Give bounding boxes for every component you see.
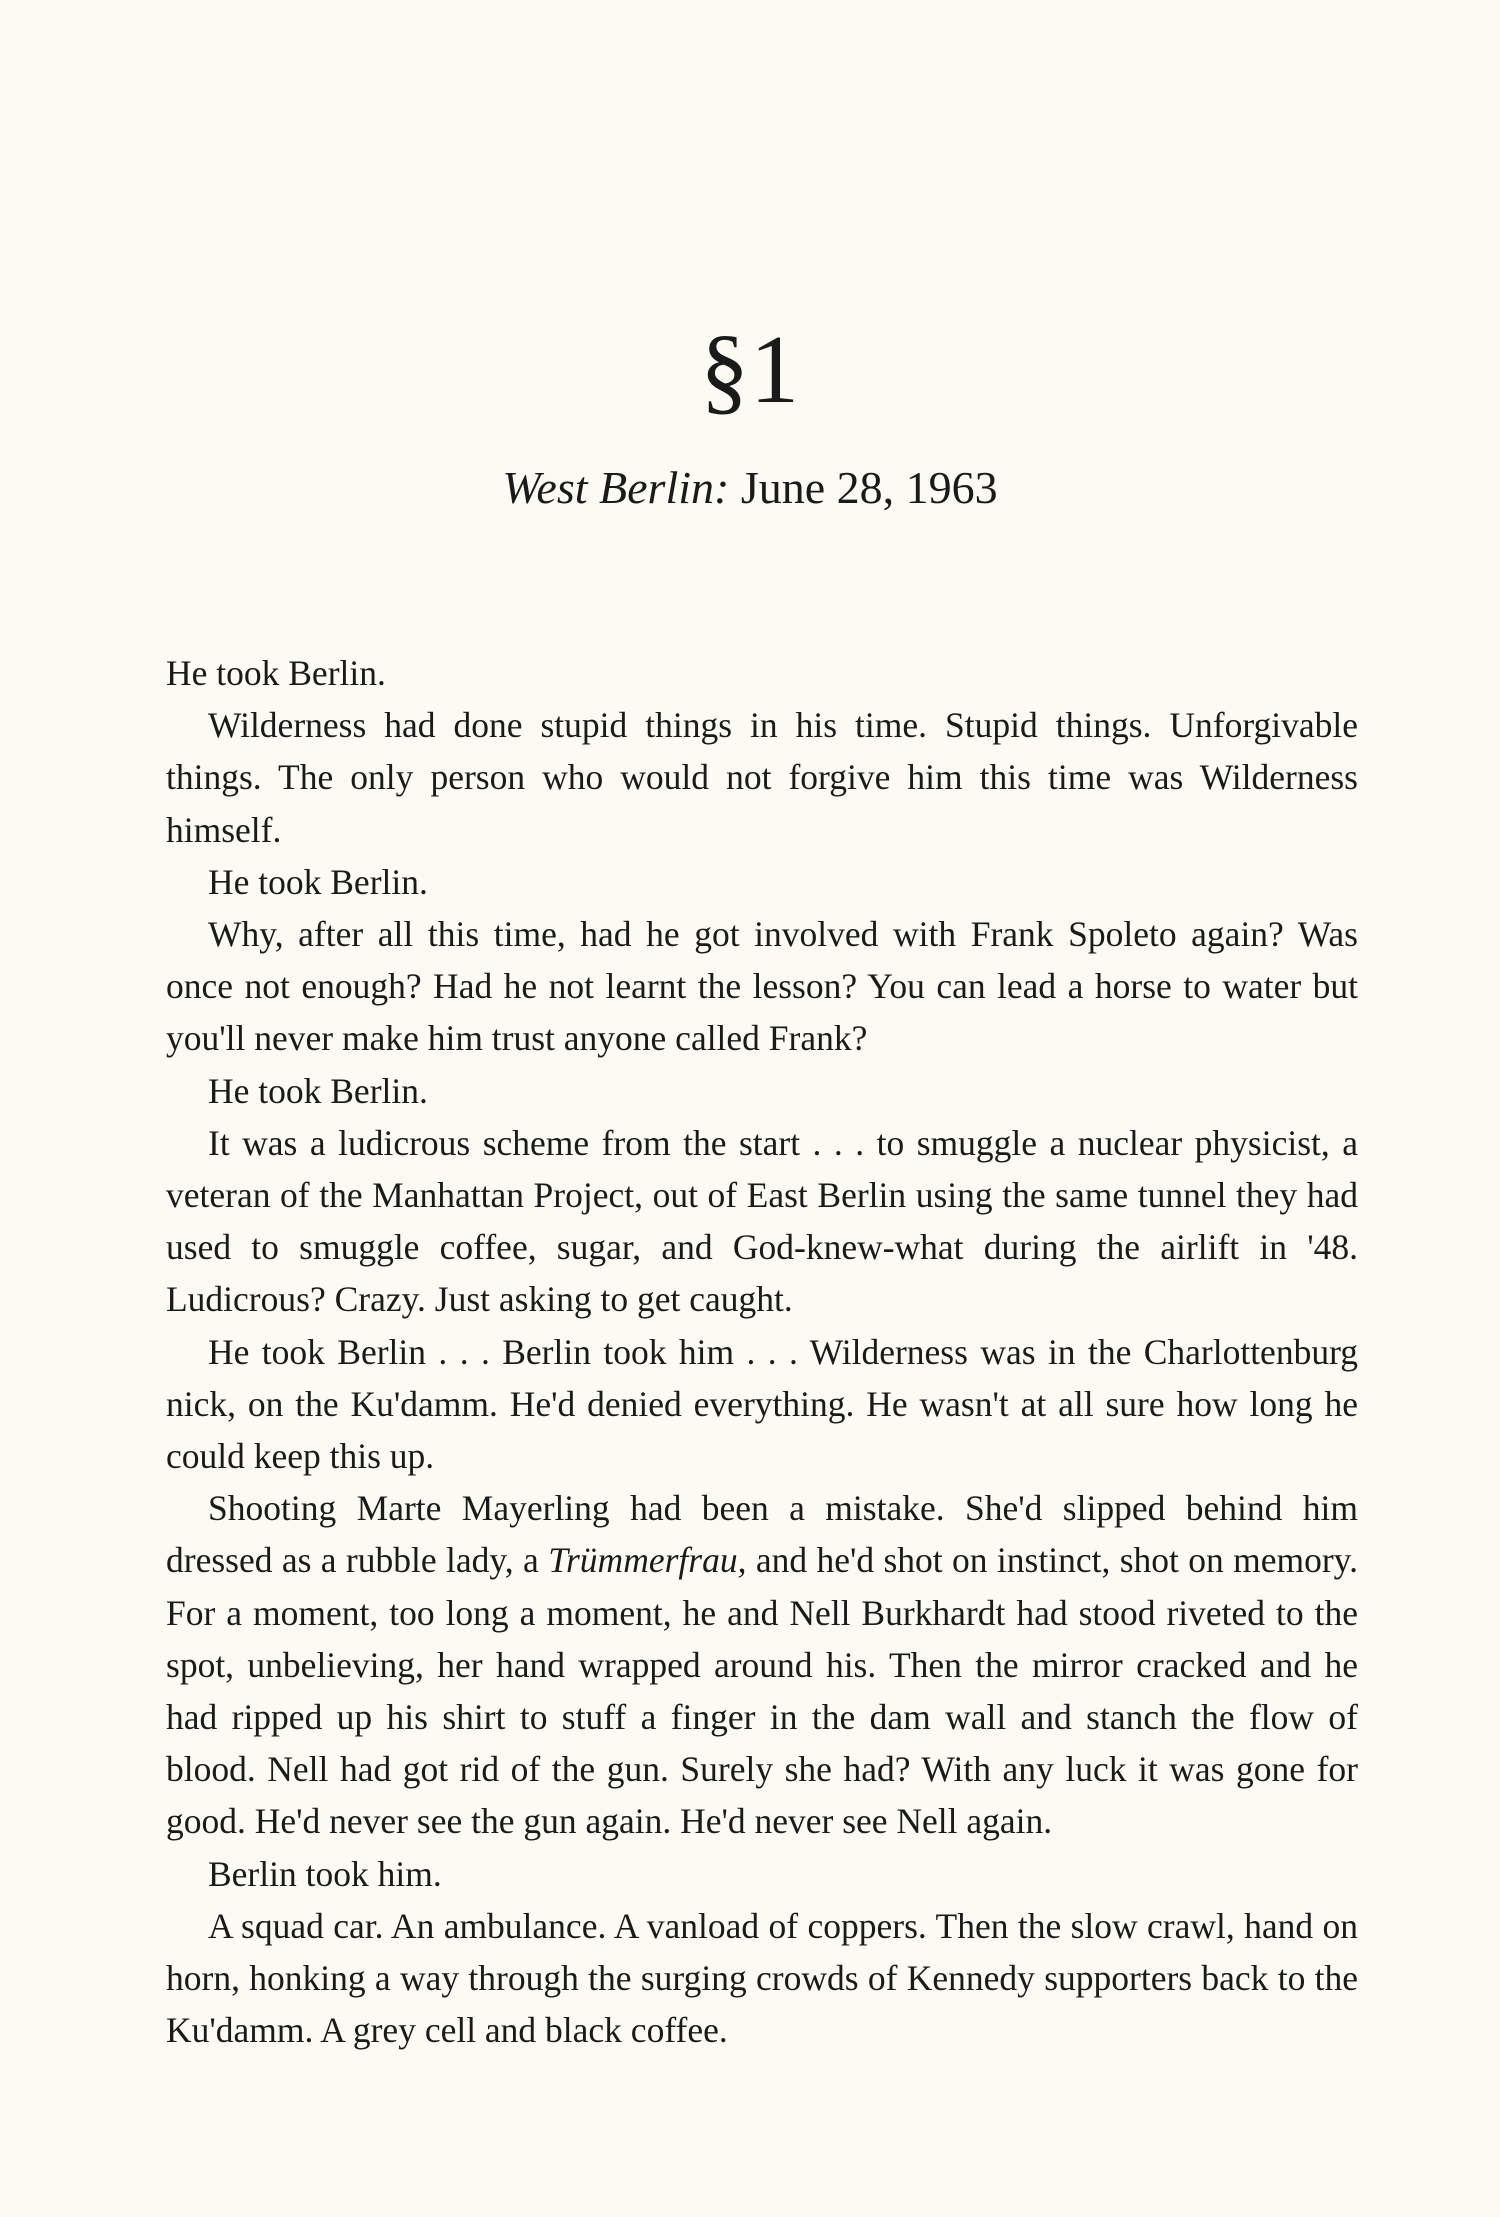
- paragraph: He took Berlin.: [208, 1070, 428, 1111]
- paragraph: [166, 1482, 1358, 1847]
- paragraph: Wilderness had done stupid things in his time. Stupid things. Unforgivable things. The only person who would not forgive him this time was Wilderness himself.: [166, 705, 1358, 850]
- paragraph: It was a ludicrous scheme from the start . . . to smuggle a nuclear physicist, a veteran of the Manhattan Project, out of East Berlin using the same tunnel they had used to smuggle coffee, sugar, and God-knew-what during the airlift in '48. Ludicrous? Crazy. Just asking to get caught.: [166, 1122, 1358, 1320]
- paragraph: Why, after all this time, had he got involved with Frank Spoleto again? Was once not enough? Had he not learnt the lesson? You can lead a horse to water but you'll never make him trust anyone called Frank?: [166, 914, 1358, 1059]
- italic-term: Trümmerfrau,: [548, 1540, 747, 1581]
- chapter-date: June 28, 1963: [740, 462, 998, 513]
- paragraph-text: Shooting Marte Mayerling had been a mistake. She'd slipped behind him dressed as a rubble lady, a: [166, 1488, 1358, 1581]
- paragraph: He took Berlin.: [166, 653, 386, 693]
- paragraph: He took Berlin . . . Berlin took him . . . Wilderness was in the Charlottenburg nick, on the Ku'damm. He'd denied everything. He wasn't at all sure how long he could keep this up.: [166, 1331, 1358, 1477]
- paragraph: Berlin took him.: [208, 1853, 442, 1894]
- body-text: [166, 647, 1358, 2056]
- chapter-heading: [0, 458, 1500, 518]
- paragraph: He took Berlin.: [208, 861, 428, 902]
- chapter-number: §1: [700, 316, 800, 424]
- paragraph-text: and he'd shot on instinct, shot on memory. For a moment, too long a moment, he and Nell Burkhardt had stood riveted to the spot, unbelieving, her hand wrapped around his. Then the mirror cracked and he had ripped up his shirt to stuff a finger in the dam wall and stanch the flow of blood. Nell had got rid of the gun. Surely she had? With any luck it was gone for good. He'd never see the gun again. He'd never see Nell again.: [166, 1540, 1359, 1842]
- chapter-place: West Berlin:: [502, 462, 730, 513]
- paragraph: A squad car. An ambulance. A vanload of coppers. Then the slow crawl, hand on horn, honking a way through the surging crowds of Kennedy supporters back to the Ku'damm. A grey cell and black coffee.: [166, 1905, 1358, 2051]
